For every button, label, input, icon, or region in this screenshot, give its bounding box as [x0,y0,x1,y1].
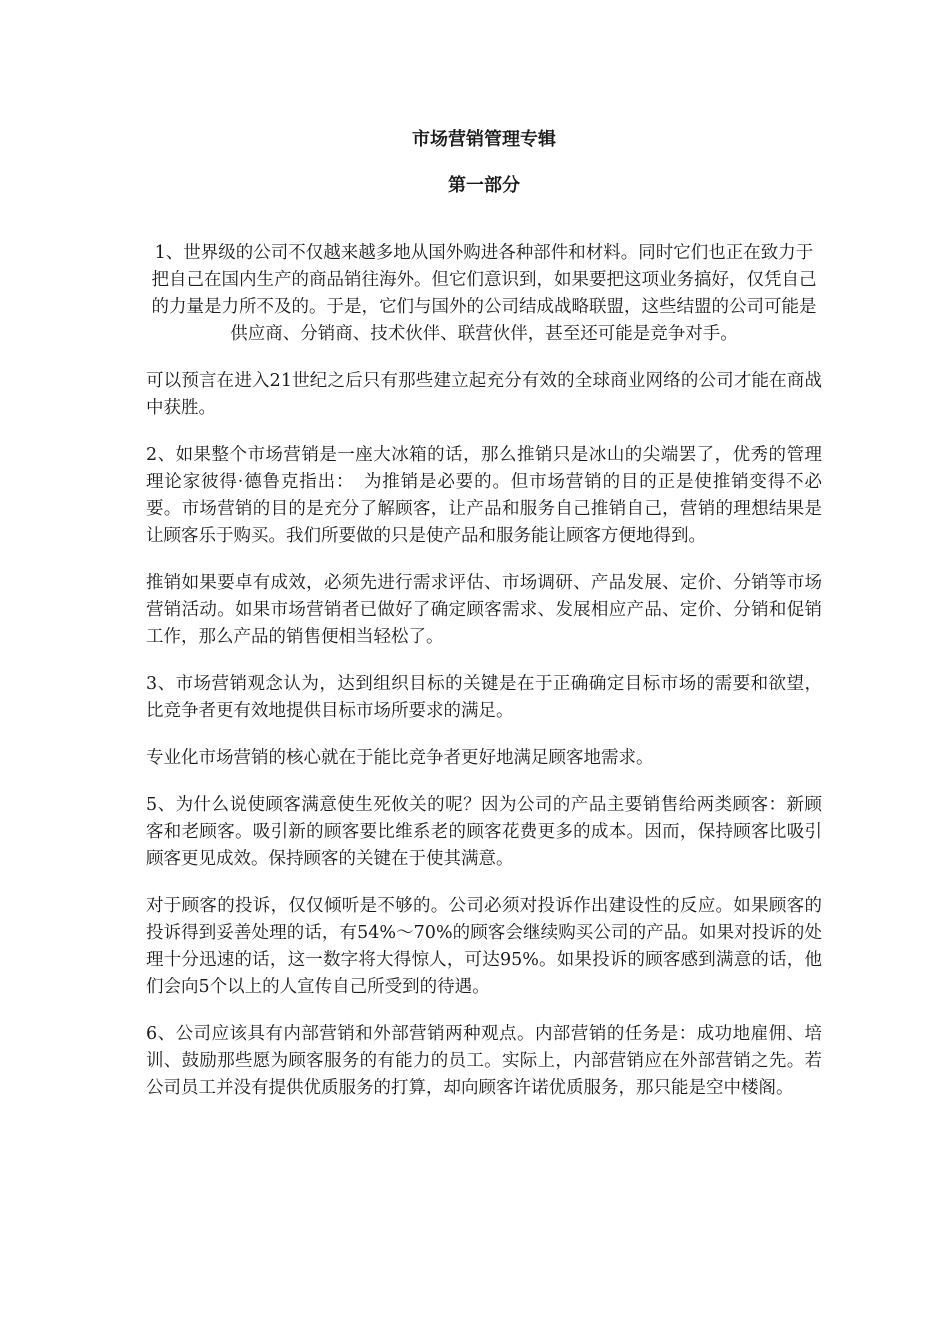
paragraph-3: 2、如果整个市场营销是一座大冰箱的话，那么推销只是冰山的尖端罢了，优秀的管理理论家彼得·德鲁克指出： 为推销是必要的。但市场营销的目的正是使推销变得不必要。市场营销的目的是充分了解顾客，让产品和服务自己推销自己，营销的理想结果是让顾客乐于购买。我们所要做的只是使产品和服务能让顾客方便地得到。 [146,445,822,546]
paragraph-8: 对于顾客的投诉，仅仅倾听是不够的。公司必须对投诉作出建设性的反应。如果顾客的投诉得到妥善处理的话，有54%～70%的顾客会继续购买公司的产品。如果对投诉的处理十分迅速的话，这一数字将大得惊人，可达95%。如果投诉的顾客感到满意的话，他们会向5个以上的人宣传自己所受到的待遇。 [146,896,822,997]
section-heading: 第一部分 [448,175,520,196]
document-page [146,126,822,1102]
paragraph-7: 5、为什么说使顾客满意使生死攸关的呢？因为公司的产品主要销售给两类顾客：新顾客和老顾客。吸引新的顾客要比维系老的顾客花费更多的成本。因而，保持顾客比吸引顾客更见成效。保持顾客的关键在于使其满意。 [146,795,822,869]
paragraph-6: 专业化市场营销的核心就在于能比竞争者更好地满足顾客地需求。 [146,748,654,768]
paragraph-2: 可以预言在进入21世纪之后只有那些建立起充分有效的全球商业网络的公司才能在商战中获胜。 [146,371,822,418]
document-title: 市场营销管理专辑 [412,129,556,150]
paragraph-1: 1、世界级的公司不仅越来越多地从国外购进各种部件和材料。同时它们也正在致力于把自己在国内生产的商品销往海外。但它们意识到，如果要把这项业务搞好，仅凭自己的力量是力所不及的。于是，它们与国外的公司结成战略联盟，这些结盟的公司可能是供应商、分销商、技术伙伴、联营伙伴，甚至还可能是竞争对手。 [151,243,817,344]
paragraph-9: 6、公司应该具有内部营销和外部营销两种观点。内部营销的任务是：成功地雇佣、培训、鼓励那些愿为顾客服务的有能力的员工。实际上，内部营销应在外部营销之先。若公司员工并没有提供优质服务的打算，却向顾客许诺优质服务，那只能是空中楼阁。 [146,1024,822,1098]
paragraph-5: 3、市场营销观念认为，达到组织目标的关键是在于正确确定目标市场的需要和欲望，比竞争者更有效地提供目标市场所要求的满足。 [146,674,822,721]
paragraph-4: 推销如果要卓有成效，必须先进行需求评估、市场调研、产品发展、定价、分销等市场营销活动。如果市场营销者已做好了确定顾客需求、发展相应产品、定价、分销和促销工作，那么产品的销售便相当轻松了。 [146,573,822,647]
